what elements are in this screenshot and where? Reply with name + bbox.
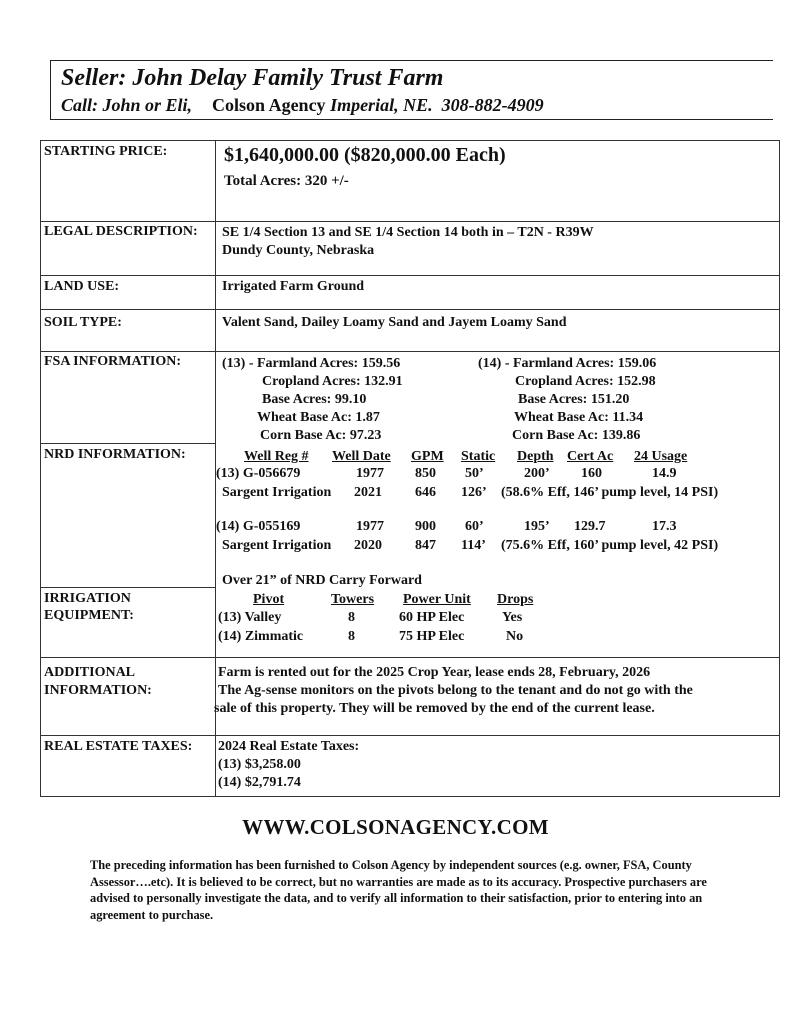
nrd-13-sargent: Sargent Irrigation [222, 485, 332, 500]
irrigation-13-pivot: (13) Valley [218, 610, 282, 625]
additional-line-2: The Ag-sense monitors on the pivots belong to the tenant and do not go with the [218, 683, 693, 698]
taxes-13: (13) $3,258.00 [218, 757, 301, 772]
nrd-13-depth: 200’ [524, 466, 550, 481]
nrd-13-usage: 14.9 [652, 466, 677, 481]
additional-label-2: INFORMATION: [44, 683, 152, 698]
nrd-14-well-date: 1977 [356, 519, 384, 534]
nrd-13-cert-ac: 160 [581, 466, 602, 481]
land-use-label: LAND USE: [44, 279, 120, 294]
fsa-14-corn: Corn Base Ac: 139.86 [512, 428, 641, 443]
agency-name: Colson Agency [212, 95, 326, 115]
nrd-14-static: 60’ [465, 519, 484, 534]
additional-label-1: ADDITIONAL [44, 665, 136, 680]
starting-price-value: $1,640,000.00 ($820,000.00 Each) [224, 144, 506, 166]
agency-location: Imperial, NE. [330, 95, 433, 115]
fsa-13-cropland: Cropland Acres: 132.91 [262, 374, 403, 389]
nrd-14-depth: 195’ [524, 519, 550, 534]
total-acres: Total Acres: 320 +/- [224, 173, 349, 189]
nrd-14-sargent-gpm: 847 [415, 538, 436, 553]
legal-description-label: LEGAL DESCRIPTION: [44, 224, 198, 239]
irrigation-header-power: Power Unit [403, 592, 471, 607]
nrd-header-cert-ac: Cert Ac [567, 449, 614, 464]
nrd-13-sargent-static: 126’ [461, 485, 487, 500]
irrigation-label-2: EQUIPMENT: [44, 608, 134, 623]
irrigation-13-drops: Yes [502, 610, 523, 625]
irrigation-14-drops: No [506, 629, 524, 644]
contact-line [61, 95, 544, 116]
taxes-14: (14) $2,791.74 [218, 775, 301, 790]
irrigation-14-power: 75 HP Elec [399, 629, 465, 644]
fsa-label: FSA INFORMATION: [44, 354, 182, 369]
nrd-label: NRD INFORMATION: [44, 447, 186, 462]
additional-line-1: Farm is rented out for the 2025 Crop Year, lease ends 28, February, 2026 [218, 665, 651, 680]
call-text: Call: John or Eli, [61, 95, 193, 115]
fsa-13-base: Base Acres: 99.10 [262, 392, 367, 407]
nrd-13-sargent-note: (58.6% Eff, 146’ pump level, 14 PSI) [501, 485, 719, 500]
land-use-value: Irrigated Farm Ground [222, 279, 365, 294]
header-box [50, 60, 773, 120]
soil-type-value: Valent Sand, Dailey Loamy Sand and Jayem Loamy Sand [222, 315, 567, 330]
irrigation-14-towers: 8 [348, 629, 355, 644]
nrd-header-well-reg: Well Reg # [244, 449, 309, 464]
nrd-14-sargent-year: 2020 [354, 538, 382, 553]
additional-line-3: sale of this property. They will be removed by the end of the current lease. [214, 701, 655, 716]
website-url: WWW.COLSONAGENCY.COM [242, 815, 549, 839]
nrd-header-static: Static [461, 449, 496, 464]
irrigation-13-towers: 8 [348, 610, 355, 625]
nrd-14-sargent-static: 114’ [461, 538, 486, 553]
nrd-13-well-date: 1977 [356, 466, 384, 481]
fsa-14-base: Base Acres: 151.20 [518, 392, 630, 407]
nrd-13-static: 50’ [465, 466, 484, 481]
fsa-14-wheat: Wheat Base Ac: 11.34 [514, 410, 644, 425]
disclaimer: The preceding information has been furnished to Colson Agency by independent sources (e.g. owner, FSA, County Assessor….etc). It is believed to be correct, but no warranties are made as to its accuracy. Prospective purchasers are advised to personally investigate the data, and to verify all information to their satisfaction, prior to entering into an agreement to purchase. [90, 858, 707, 922]
starting-price-label: STARTING PRICE: [44, 144, 168, 159]
legal-line-2: Dundy County, Nebraska [222, 243, 375, 258]
nrd-13-gpm: 850 [415, 466, 436, 481]
nrd-14-usage: 17.3 [652, 519, 677, 534]
nrd-14-well-reg: (14) G-055169 [216, 519, 301, 534]
fsa-14-farmland: (14) - Farmland Acres: 159.06 [478, 356, 657, 371]
listing-table [40, 140, 780, 797]
fsa-14-cropland: Cropland Acres: 152.98 [515, 374, 656, 389]
nrd-header-gpm: GPM [411, 449, 444, 464]
nrd-header-usage: 24 Usage [634, 449, 688, 464]
nrd-carry-forward: Over 21” of NRD Carry Forward [222, 573, 422, 588]
irrigation-14-pivot: (14) Zimmatic [218, 629, 304, 644]
soil-type-label: SOIL TYPE: [44, 315, 122, 330]
nrd-header-well-date: Well Date [332, 449, 391, 464]
fsa-13-wheat: Wheat Base Ac: 1.87 [257, 410, 380, 425]
fsa-13-farmland: (13) - Farmland Acres: 159.56 [222, 356, 401, 371]
irrigation-13-power: 60 HP Elec [399, 610, 465, 625]
nrd-header-depth: Depth [517, 449, 554, 464]
nrd-14-sargent: Sargent Irrigation [222, 538, 332, 553]
nrd-14-sargent-note: (75.6% Eff, 160’ pump level, 42 PSI) [501, 538, 719, 553]
irrigation-label-1: IRRIGATION [44, 591, 131, 606]
taxes-title: 2024 Real Estate Taxes: [218, 739, 360, 754]
nrd-13-sargent-year: 2021 [354, 485, 382, 500]
seller-title: Seller: John Delay Family Trust Farm [61, 65, 444, 91]
fsa-13-corn: Corn Base Ac: 97.23 [260, 428, 382, 443]
nrd-14-gpm: 900 [415, 519, 436, 534]
irrigation-header-pivot: Pivot [253, 592, 285, 607]
taxes-label: REAL ESTATE TAXES: [44, 739, 193, 754]
nrd-14-cert-ac: 129.7 [574, 519, 606, 534]
irrigation-header-drops: Drops [497, 592, 534, 607]
nrd-13-sargent-gpm: 646 [415, 485, 436, 500]
legal-line-1: SE 1/4 Section 13 and SE 1/4 Section 14 both in – T2N - R39W [222, 225, 594, 240]
irrigation-header-towers: Towers [331, 592, 375, 607]
nrd-13-well-reg: (13) G-056679 [216, 466, 301, 481]
agency-phone: 308-882-4909 [441, 95, 544, 115]
